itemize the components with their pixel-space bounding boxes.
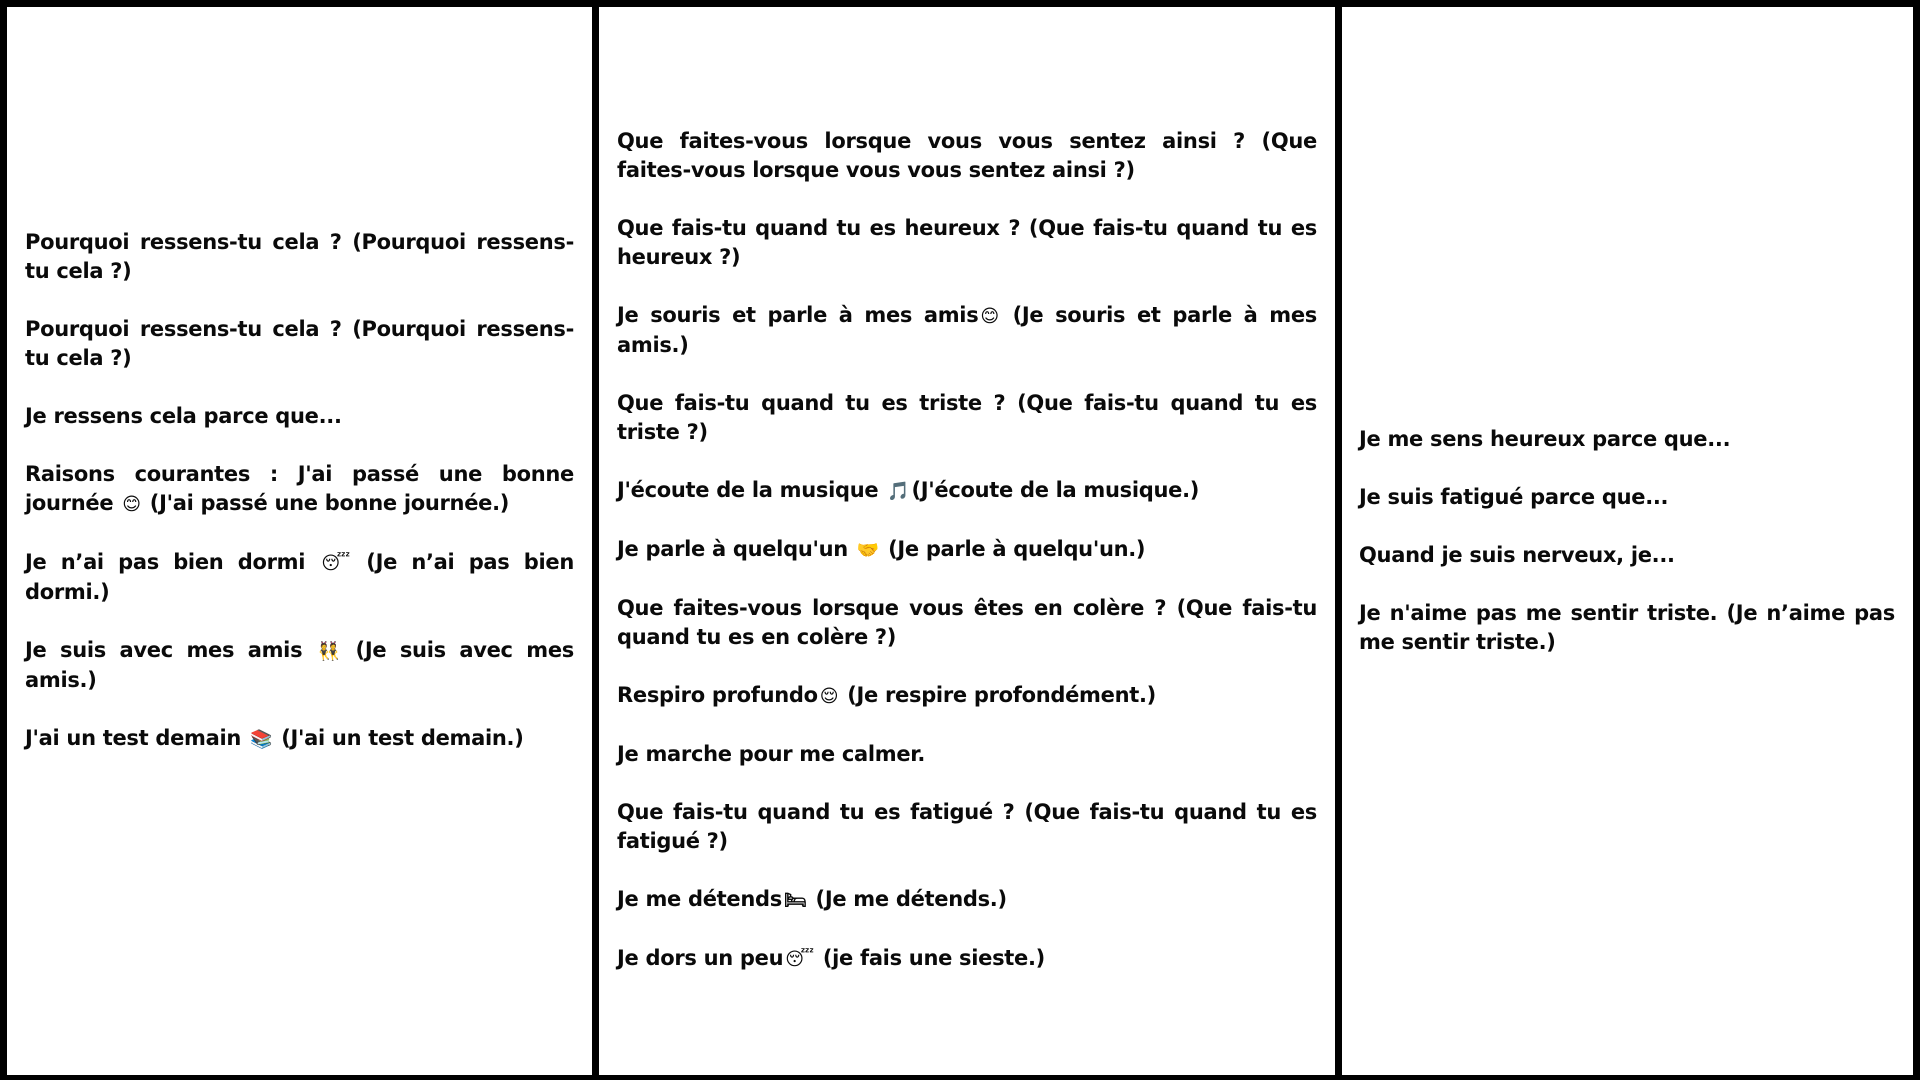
answer-talk-someone bbox=[617, 535, 1317, 565]
question-when-tired: Que fais-tu quand tu es fatigué ? (Que fais-tu quand tu es fatigué ?) bbox=[617, 799, 1317, 853]
starter-happy-because: Je me sens heureux parce que... bbox=[1359, 427, 1731, 451]
sentence-starter: Je ressens cela parce que... bbox=[25, 404, 342, 428]
answer-text: J'écoute de la musique bbox=[617, 477, 879, 502]
starter-when-nervous: Quand je suis nerveux, je... bbox=[1359, 543, 1675, 567]
answer-translation: (J'écoute de la musique.) bbox=[911, 477, 1200, 502]
reason-text: Je n’ai pas bien dormi bbox=[25, 550, 306, 574]
question-why-feel-repeat: Pourquoi ressens-tu cela ? (Pourquoi ressens-tu cela ?) bbox=[25, 317, 574, 370]
reason-with-friends bbox=[25, 636, 574, 695]
books-icon: 📚 bbox=[250, 729, 273, 750]
reason-translation: (J'ai un test demain.) bbox=[281, 726, 524, 750]
reason-text: J'ai un test demain bbox=[25, 726, 242, 750]
answer-translation: (Je souris et parle à mes amis.) bbox=[617, 302, 1317, 357]
question-what-do: Que faites-vous lorsque vous vous sentez ainsi ? (Que faites-vous lorsque vous vous sentez ainsi ?) bbox=[617, 128, 1317, 182]
sleeping-face-icon: 😴 bbox=[321, 553, 350, 574]
reason-bad-sleep bbox=[25, 548, 574, 607]
answer-text: Je me détends bbox=[617, 886, 782, 911]
answer-smile-friends bbox=[617, 301, 1317, 360]
answer-text: Respiro profundo bbox=[617, 682, 818, 707]
answer-relax bbox=[617, 885, 1317, 915]
sleeping-face-icon: 😴 bbox=[785, 948, 814, 970]
question-when-sad: Que fais-tu quand tu es triste ? (Que fais-tu quand tu es triste ?) bbox=[617, 390, 1317, 444]
answer-text: Je souris et parle à mes amis bbox=[617, 302, 979, 327]
question-when-angry: Que faites-vous lorsque vous êtes en colère ? (Que fais-tu quand tu es en colère ?) bbox=[617, 595, 1317, 649]
right-panel bbox=[1342, 7, 1913, 1075]
music-note-icon: 🎵 bbox=[887, 480, 910, 502]
left-panel bbox=[7, 7, 592, 1075]
two-people-icon: 👯 bbox=[317, 641, 340, 662]
reason-text: Raisons courantes : J'ai passé une bonne journée bbox=[25, 462, 574, 515]
reason-text: Je suis avec mes amis bbox=[25, 638, 303, 662]
answer-nap bbox=[617, 944, 1317, 974]
smiling-face-icon: 😊 bbox=[980, 305, 999, 327]
smiling-face-icon: 😊 bbox=[122, 494, 141, 515]
answer-translation: (Je parle à quelqu'un.) bbox=[888, 536, 1146, 561]
bed-icon: 🛏 bbox=[783, 889, 807, 911]
answer-listen-music bbox=[617, 476, 1317, 506]
question-when-happy: Que fais-tu quand tu es heureux ? (Que fais-tu quand tu es heureux ?) bbox=[617, 215, 1317, 269]
answer-text: Je dors un peu bbox=[617, 945, 784, 970]
reason-translation: (Je n’ai pas bien dormi.) bbox=[25, 550, 575, 604]
starter-tired-because: Je suis fatigué parce que... bbox=[1359, 485, 1669, 509]
answer-translation: (Je me détends.) bbox=[815, 886, 1007, 911]
answer-text: Je parle à quelqu'un bbox=[617, 536, 848, 561]
answer-translation: (je fais une sieste.) bbox=[822, 945, 1045, 970]
relieved-face-icon: 😌 bbox=[819, 685, 839, 707]
answer-walk-calm: Je marche pour me calmer. bbox=[617, 741, 926, 766]
handshake-icon: 🤝 bbox=[856, 539, 880, 561]
middle-panel bbox=[599, 7, 1335, 1075]
reason-translation: (J'ai passé une bonne journée.) bbox=[149, 491, 510, 515]
common-reason-good-day bbox=[25, 460, 574, 519]
reason-test-tomorrow bbox=[25, 724, 574, 754]
reason-translation: (Je suis avec mes amis.) bbox=[25, 638, 574, 692]
answer-breathe-deeply bbox=[617, 681, 1317, 711]
question-why-feel: Pourquoi ressens-tu cela ? (Pourquoi ressens-tu cela ?) bbox=[25, 230, 574, 283]
starter-dislike-sad: Je n'aime pas me sentir triste. (Je n’aime pas me sentir triste.) bbox=[1359, 601, 1895, 654]
answer-translation: (Je respire profondément.) bbox=[847, 682, 1156, 707]
